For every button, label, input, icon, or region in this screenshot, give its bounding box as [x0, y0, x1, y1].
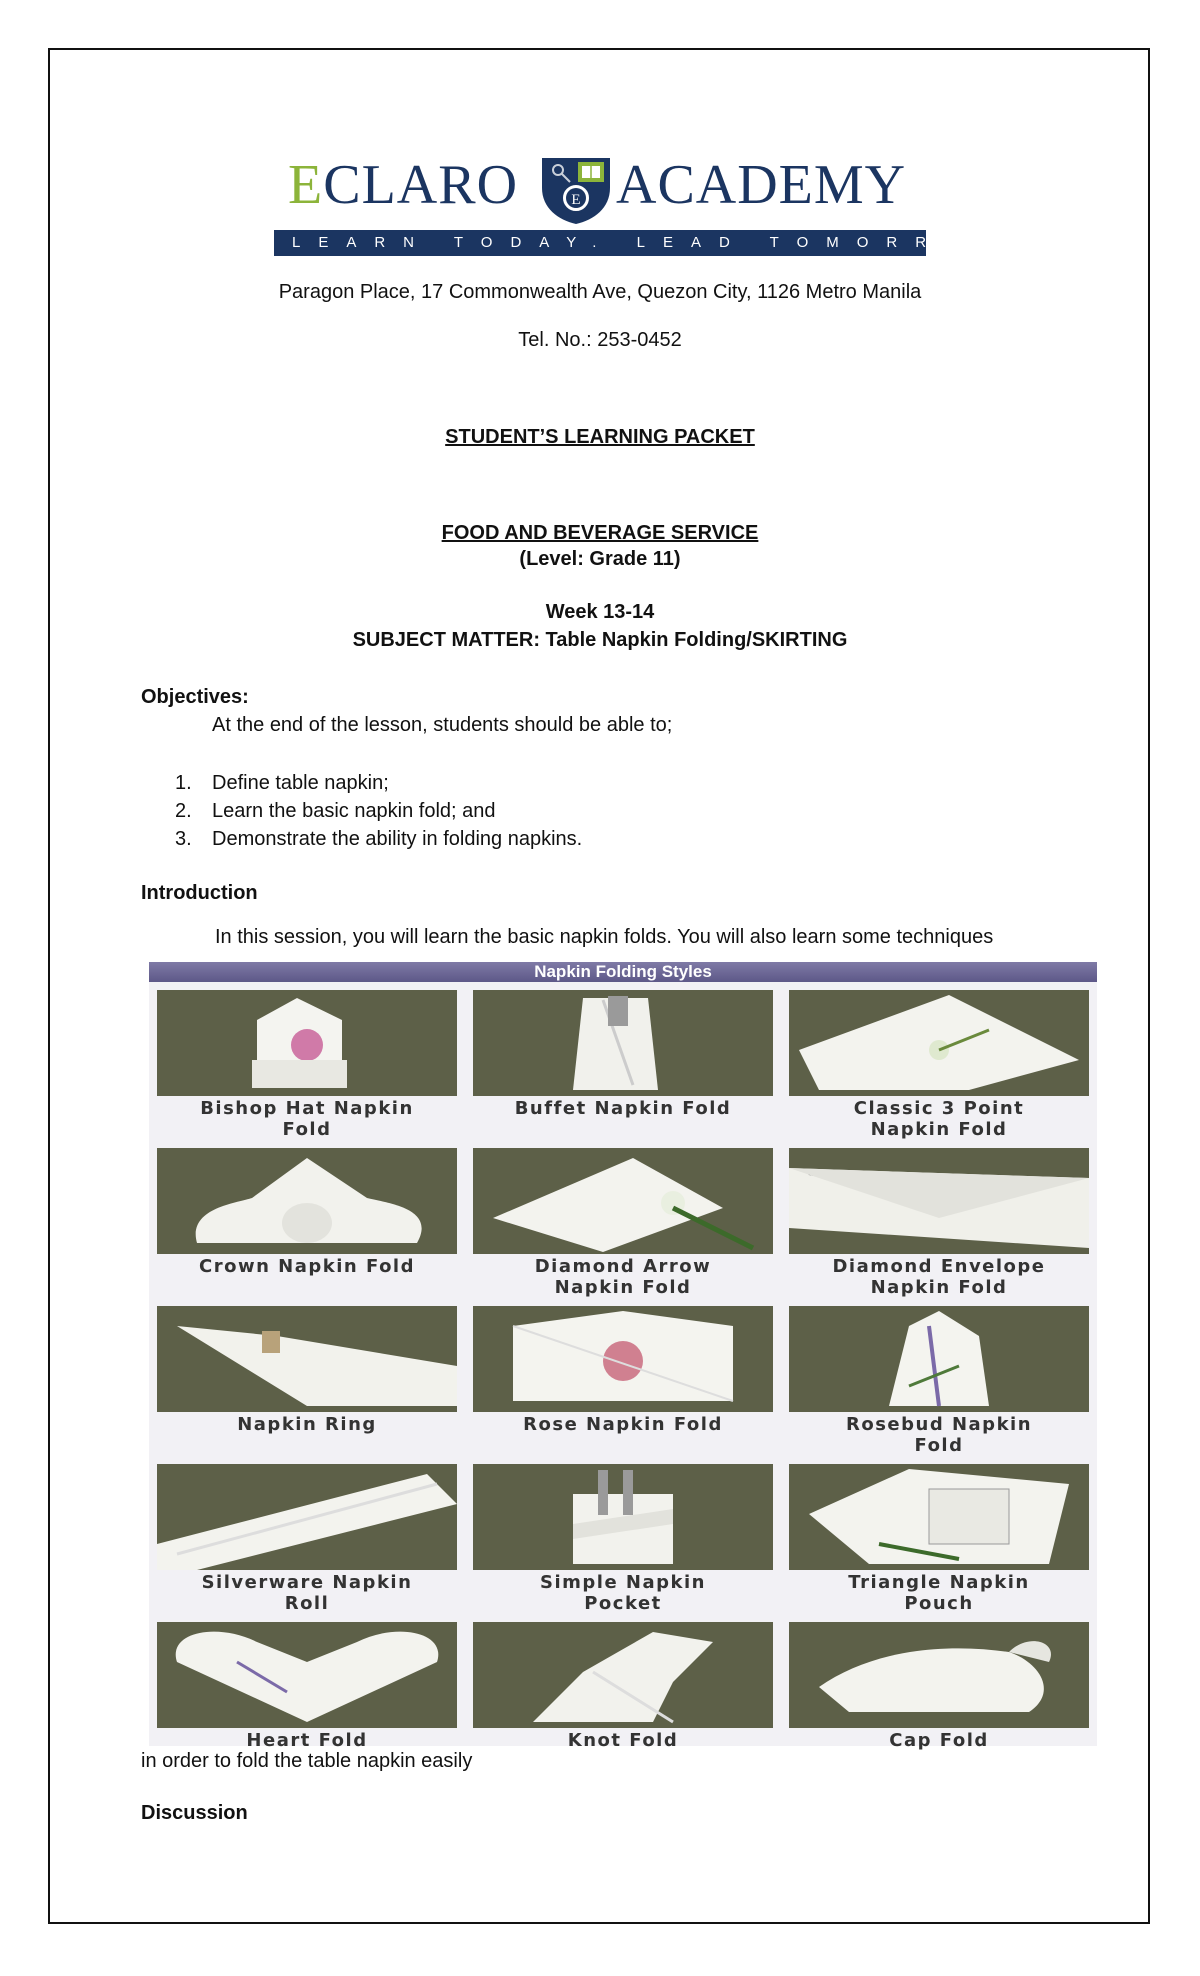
- napkin-style-cell: [789, 1464, 1089, 1622]
- objective-number: 2.: [175, 800, 192, 822]
- crest-icon: [538, 154, 614, 226]
- napkin-style-caption: [473, 1414, 773, 1435]
- napkin-photo: [789, 1464, 1089, 1570]
- napkin-photo: [157, 990, 457, 1096]
- napkin-caption-line: Napkin Fold: [870, 1119, 1008, 1140]
- napkin-style-caption: [157, 1256, 457, 1277]
- packet-title: STUDENT’S LEARNING PACKET: [445, 426, 755, 448]
- level: (Level: Grade 11): [519, 548, 681, 570]
- napkin-style-cell: [789, 1622, 1089, 1780]
- napkin-photo: [789, 1306, 1089, 1412]
- napkin-caption-line: Rose Napkin Fold: [523, 1414, 723, 1435]
- napkin-style-cell: [473, 990, 773, 1148]
- subject-matter: SUBJECT MATTER: Table Napkin Folding/SKIRTING: [352, 629, 848, 651]
- napkin-style-cell: [157, 1148, 457, 1306]
- napkin-photo: [473, 1464, 773, 1570]
- telephone: Tel. No.: 253-0452: [518, 329, 682, 351]
- week: Week 13-14: [545, 601, 655, 623]
- napkin-caption-line: Diamond Envelope: [832, 1256, 1046, 1277]
- napkin-caption-line: Pouch: [904, 1593, 974, 1614]
- napkin-caption-line: Cap Fold: [889, 1730, 989, 1751]
- napkin-style-cell: [473, 1306, 773, 1464]
- napkin-caption-line: Fold: [282, 1119, 332, 1140]
- napkin-caption-line: Crown Napkin Fold: [199, 1256, 415, 1277]
- napkin-photo: [789, 1148, 1089, 1254]
- napkin-style-caption: [157, 1730, 457, 1751]
- introduction-text: In this session, you will learn the basic napkin folds. You will also learn some techniques: [215, 926, 994, 948]
- objective-item: Learn the basic napkin fold; and: [212, 800, 496, 822]
- logo-word-right: ACADEMY: [616, 154, 907, 216]
- napkin-styles-title: Napkin Folding Styles: [149, 962, 1097, 982]
- napkin-caption-line: Buffet Napkin Fold: [514, 1098, 732, 1119]
- napkin-caption-line: Heart Fold: [246, 1730, 368, 1751]
- napkin-photo: [789, 990, 1089, 1096]
- objectives-heading: Objectives:: [141, 686, 249, 708]
- napkin-caption-line: Roll: [284, 1593, 330, 1614]
- napkin-style-cell: [157, 1306, 457, 1464]
- napkin-caption-line: Simple Napkin: [540, 1572, 706, 1593]
- introduction-heading: Introduction: [141, 882, 258, 904]
- napkin-style-caption: [157, 1098, 457, 1140]
- napkin-caption-line: Pocket: [584, 1593, 662, 1614]
- napkin-photo: [157, 1622, 457, 1728]
- address: Paragon Place, 17 Commonwealth Ave, Quezon City, 1126 Metro Manila: [278, 281, 922, 303]
- napkin-style-cell: [473, 1148, 773, 1306]
- napkin-caption-line: Rosebud Napkin: [845, 1414, 1033, 1435]
- napkin-style-caption: [789, 1256, 1089, 1298]
- napkin-style-caption: [473, 1256, 773, 1298]
- napkin-caption-line: Knot Fold: [567, 1730, 679, 1751]
- napkin-style-cell: [789, 1148, 1089, 1306]
- napkin-style-cell: [157, 990, 457, 1148]
- napkin-style-cell: [789, 990, 1089, 1148]
- napkin-style-caption: [473, 1730, 773, 1751]
- napkin-style-caption: [789, 1414, 1089, 1456]
- napkin-caption-line: Silverware Napkin: [201, 1572, 413, 1593]
- napkin-photo: [157, 1306, 457, 1412]
- svg-text:E: E: [571, 192, 581, 208]
- logo-word-left: ECLARO: [288, 154, 519, 216]
- objective-number: 3.: [175, 828, 192, 850]
- napkin-style-cell: [473, 1464, 773, 1622]
- napkin-photo: [789, 1622, 1089, 1728]
- napkin-caption-line: Classic 3 Point: [853, 1098, 1025, 1119]
- napkin-photo: [157, 1464, 457, 1570]
- napkin-style-caption: [157, 1414, 457, 1435]
- napkin-photo: [473, 990, 773, 1096]
- objective-item: Demonstrate the ability in folding napkins.: [212, 828, 583, 850]
- objective-number: 1.: [175, 772, 192, 794]
- napkin-style-cell: [157, 1464, 457, 1622]
- napkin-style-cell: [473, 1622, 773, 1780]
- napkin-caption-line: Diamond Arrow: [534, 1256, 712, 1277]
- napkin-style-caption: [789, 1572, 1089, 1614]
- napkin-caption-line: Fold: [914, 1435, 964, 1456]
- napkin-style-cell: [789, 1306, 1089, 1464]
- napkin-style-caption: [473, 1098, 773, 1119]
- napkin-caption-line: Napkin Fold: [870, 1277, 1008, 1298]
- objective-item: Define table napkin;: [212, 772, 389, 794]
- napkin-style-caption: [789, 1098, 1089, 1140]
- napkin-photo: [473, 1306, 773, 1412]
- academy-logo: [274, 150, 1028, 260]
- logo-tagline: LEARN TODAY. LEAD TOMORROW.: [274, 230, 926, 256]
- napkin-caption-line: Triangle Napkin: [848, 1572, 1030, 1593]
- napkin-caption-line: Bishop Hat Napkin: [200, 1098, 414, 1119]
- objectives-intro: At the end of the lesson, students should be able to;: [212, 714, 673, 736]
- napkin-caption-line: Napkin Ring: [237, 1414, 377, 1435]
- discussion-heading: Discussion: [141, 1802, 248, 1824]
- napkin-caption-line: Napkin Fold: [554, 1277, 692, 1298]
- napkin-photo: [473, 1148, 773, 1254]
- napkin-folding-styles-image: [149, 962, 1097, 1751]
- course-title: FOOD AND BEVERAGE SERVICE: [441, 522, 759, 544]
- napkin-photo: [473, 1622, 773, 1728]
- introduction-continuation: in order to fold the table napkin easily: [141, 1750, 473, 1772]
- napkin-photo: [157, 1148, 457, 1254]
- napkin-style-caption: [789, 1730, 1089, 1751]
- napkin-style-caption: [157, 1572, 457, 1614]
- napkin-style-caption: [473, 1572, 773, 1614]
